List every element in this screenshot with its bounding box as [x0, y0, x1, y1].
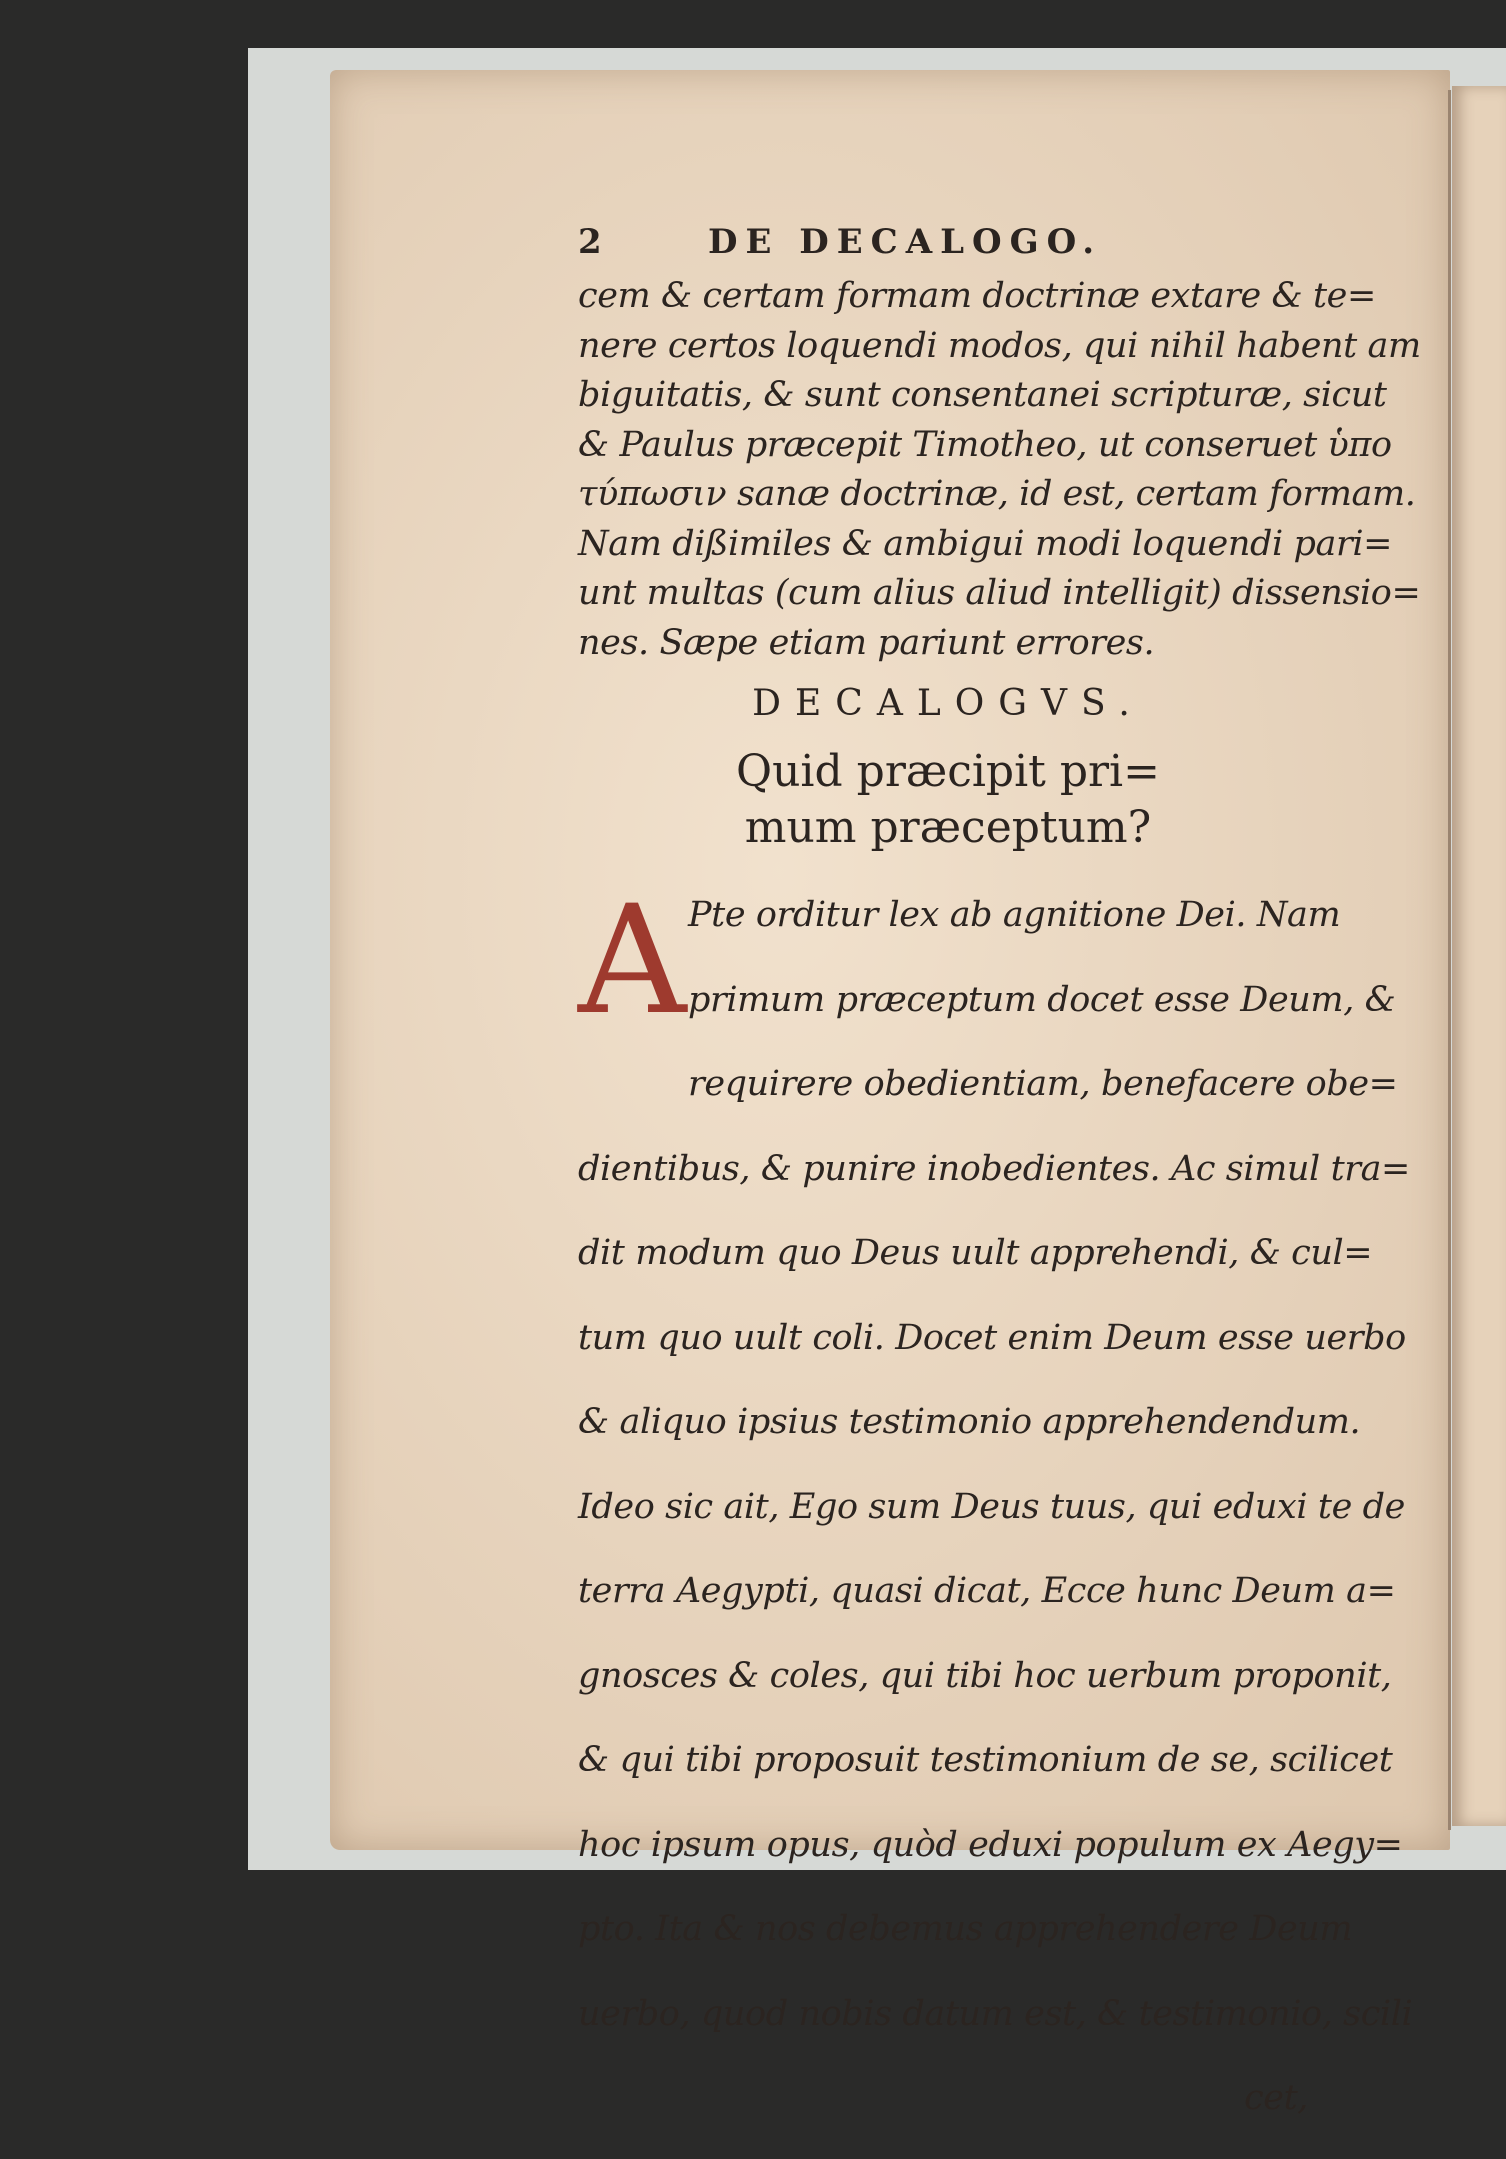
gutter: [1448, 90, 1451, 1830]
text-line: cem & certam formam doctrinæ extare & te=: [578, 276, 1376, 316]
text-line: terra Aegypti, quasi dicat, Ecce hunc Deum a=: [578, 1571, 1396, 1611]
facing-page-edge: [1452, 86, 1506, 1826]
page-number: 2: [578, 222, 610, 262]
text-line: & aliquo ipsius testimonio apprehendendum.: [578, 1402, 1361, 1442]
text-line: dit modum quo Deus uult apprehendi, & cul=: [578, 1233, 1373, 1273]
text-line: & Paulus præcepit Timotheo, ut conseruet ὑπο: [578, 424, 1392, 465]
intro-paragraph: [578, 272, 1421, 668]
text-line: gnosces & coles, qui tibi hoc uerbum proponit,: [578, 1655, 1392, 1696]
text-line: nes. Sæpe etiam pariunt errores.: [578, 622, 1155, 663]
text-line: Nam dißimiles & ambigui modi loquendi pari=: [578, 523, 1393, 564]
text-line: primum præceptum docet esse Deum, &: [688, 979, 1396, 1020]
text-line: biguitatis, & sunt consentanei scripturæ, sicut: [578, 375, 1387, 415]
text-line: requirere obedientiam, benefacere obe=: [688, 1064, 1398, 1104]
text-line: Pte orditur lex ab agnitione Dei. Nam: [688, 895, 1341, 935]
text-line: pto. Ita & nos debemus apprehendere Deum: [578, 1909, 1353, 1949]
text-line: Ideo sic ait, Ego sum Deus tuus, qui eduxi te de: [578, 1486, 1405, 1527]
question-line-2: mum præceptum?: [744, 802, 1152, 853]
text-line: tum quo uult coli. Docet enim Deum esse uerbo: [578, 1317, 1406, 1358]
text-line: & qui tibi proposuit testimonium de se, scilicet: [578, 1740, 1393, 1780]
running-title: DE DECALOGO.: [708, 222, 1103, 262]
question-heading: [578, 744, 1318, 856]
body-paragraph: [578, 874, 1413, 2124]
section-heading: DECALOGVS.: [752, 683, 1144, 724]
catchword: cet,: [1244, 2078, 1308, 2118]
drop-cap: A: [578, 874, 687, 1048]
text-line: hoc ipsum opus, quòd eduxi populum ex Aegy=: [578, 1824, 1403, 1865]
text-line: τύπωσιν sanæ doctrinæ, id est, certam formam.: [578, 474, 1416, 514]
question-line-1: Quid præcipit pri=: [736, 746, 1160, 797]
text-line: dientibus, & punire inobedientes. Ac simul tra=: [578, 1148, 1410, 1189]
text-line: unt multas (cum alius aliud intelligit) dissensio=: [578, 573, 1421, 613]
text-line: uerbo, quod nobis datum est, & testimonio, scili: [578, 1993, 1413, 2034]
running-header: [578, 222, 1318, 272]
text-block: [578, 222, 1421, 2159]
text-line: nere certos loquendi modos, qui nihil habent am: [578, 325, 1421, 366]
